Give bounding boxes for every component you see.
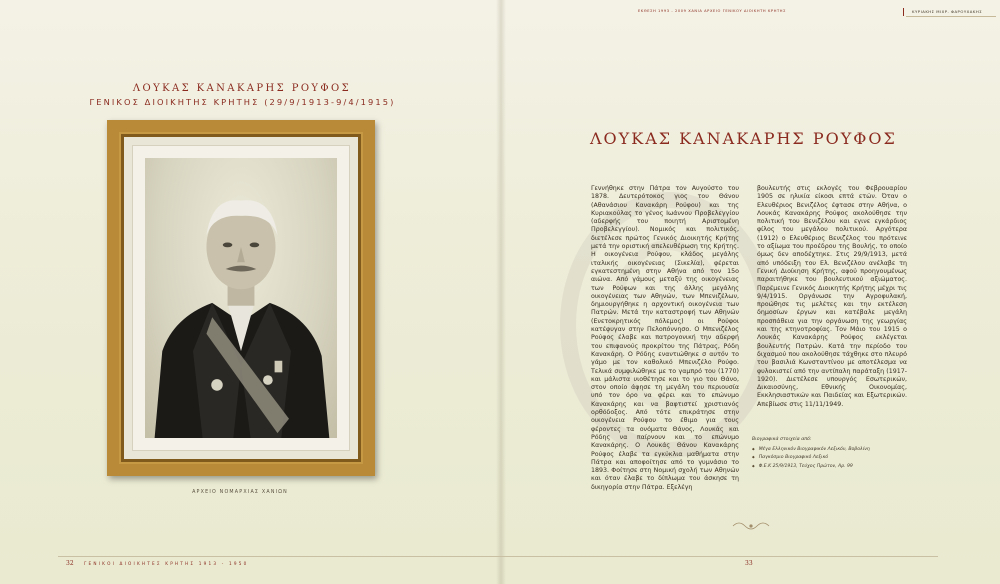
portrait-illustration [145,158,337,438]
source-item: ◆ Μέγα Ελληνικόν Βιογραφικόν Λεξικόν, Βοβολίνη [752,447,870,452]
running-header: ΕΚΘΕΣΗ 1993 - 2009 ΧΑΝΙΑ ΑΡΧΕΙΟ ΓΕΝΙΚΟΥ ΔΙΟΙΚΗΤΗ ΚΡΗΤΗΣ [638,9,786,13]
source-item: ◆ Φ.Ε.Κ 25/9/1913, Τεύχος Πρώτον, Αρ. 99 [752,464,870,469]
page-gutter [496,0,506,584]
sources-heading: Βιογραφικά στοιχεία από: [752,437,812,442]
frame-inner-border [121,134,361,462]
biography-column-1: Γεννήθηκε στην Πάτρα τον Αυγούστο του 1878. Δευτερότοκος γιος του Θάνου (Αθανάσιου Κανακάρη Ρούφου) και της Κυριακούλας το γένος Ιωάννου Προβελεγγίου (αδερφής του ποιητή Αριστομένη Προβελεγγίου). Νομικός και πολιτικός, διετέλεσε πρώτος Γενικός Διοικητής Κρήτης μετά την οριστική απελευθέρωση της Κρήτης. Η οικογένεια Ρούφου, κλάδος μεγάλης ιταλικής οικογένειας (Σικελία), φέρεται εγκατεστημένη στην Αθήνα από τον 15ο αιώνα. Από γάμους μεταξύ της οικογένειας των Ρούφων και της άλλης μεγάλης οικογένειας των Αθηνών, των Μπενιζέλων, δημιουργήθηκε η αρχοντική οικογένεια των Πατρών. Μετά την καταστροφή των Αθηνών (Ενετοκρητικός πόλεμος) οι Ρούφοι κατέφυγαν στην Πελοπόννησο. Ο Μπενιζέλος Ρούφος έλαβε και πατρογονική την αδερφή του επιφανούς προκρίτου της Πάτρας, Ρόδη Κανακάρη. Ο Ρόδης εναντιώθηκε σ αυτόν το γάμο με τον καθολικό Μπενιζέλο Ρούφο. Τελικά συμφιλώθηκε με το γαμπρό του (1770) και μάλιστα υιοθέτησε και το γιο του Θάνο, στον οποίο άφησε τη μεγάλη του περιουσία υπό τον όρο να φέρει και το επώνυμο Κανακάρης και να βαφτιστεί χριστιανός ορθόδοξος. Από τότε επικράτησε στην οικογένεια Ρούφου το έθιμο για τους φέροντες τα ονόματα Θάνος, Λουκάς και Ρόδης να παίρνουν και το επώνυμο Κανακάρης. Ο Λουκάς Θάνου Κανακάρης Ρούφος έλαβε τα εγκύκλια μαθήματα στην Πάτρα και αποφοίτησε από το γυμνάσιο το 1893. Φοίτησε στη Νομική σχολή των Αθηνών και όταν έλαβε το δίπλωμα του άσκησε τη δικηγορία στην Πάτρα. Εξελέγη [591,185,739,491]
header-author: ΚΥΡΙΑΚΗΣ ΜΙΧΡ. ΦΑΡΟΥΧΑΚΗΣ [912,9,983,14]
left-page-subtitle: ΓΕΝΙΚΟΣ ΔΙΟΙΚΗΤΗΣ ΚΡΗΤΗΣ (29/9/1913-9/4/1915) [89,97,396,107]
header-rule [906,16,996,17]
portrait-frame [107,120,375,476]
source-item: ◆ Παγκόσμιο Βιογραφικό Λεξικό [752,455,870,460]
portrait-caption: ΑΡΧΕΙΟ ΝΟΜΑΡΧΙΑΣ ΧΑΝΙΩΝ [192,490,288,495]
ornament-icon [731,520,771,532]
biography-column-2: βουλευτής στις εκλογές του Φεβρουαρίου 1905 σε ηλικία είκοσι επτά ετών. Όταν ο Ελευθέριος Βενιζέλος έφτασε στην Αθήνα, ο Λουκάς Κανακάρης Ρούφος ακολούθησε την πολιτική του Βενιζέλου και εγινε εγκάρδιος φίλος του μεγάλου πολιτικού. Αργότερα (1912) ο Ελευθέριος Βενιζέλος του πρότεινε το αξίωμα του προέδρου της Βουλής, το οποίο όμως δεν αποδέχτηκε. Στις 29/9/1913, μετά από υπόδειξη του Ελ. Βενιζέλου ανέλαβε τη Γενική Διοίκηση Κρήτης, αφού προηγουμένως παραιτήθηκε του βουλευτικού αξιώματος. Παρέμεινε Γενικός Διοικητής Κρήτης μέχρι τις 9/4/1915. Οργάνωσε την Αγροφυλακή, προώθησε τις μελέτες και την εκτέλεση δημοσίων έργων και κατέβαλε μεγάλη προσπάθεια για την οργάνωση της γεωργίας και της κτηνοτροφίας. Τον Μάιο του 1915 ο Λουκάς Κανακάρης Ρούφος εκλέγεται βουλευτής Πατρών. Κατά την περίοδο του διχασμού που ακολούθησε τάχθηκε στο πλευρό του βασιλιά Κωνσταντίνου με αποτέλεσμα να φυλακιστεί από την αντίπαλη παράταξη (1917-1920). Διετέλεσε υπουργός Εσωτερικών, Δικαιοσύνης, Εθνικής Οικονομίας, Εκκλησιαστικών και Παιδείας και Εξωτερικών. Απεβίωσε στις 11/11/1949. [757,185,907,408]
right-page-title: ΛΟΥΚΑΣ ΚΑΝΑΚΑΡΗΣ ΡΟΥΦΟΣ [590,129,897,148]
sources-list [752,447,870,469]
portrait-mat [132,145,350,451]
portrait-photo [145,158,337,438]
left-page-number: 32 [66,560,74,567]
footer-rule [58,556,938,557]
header-divider [903,8,904,16]
sources-block [752,437,870,472]
right-page-number: 33 [745,560,753,567]
left-page-title: ΛΟΥΚΑΣ ΚΑΝΑΚΑΡΗΣ ΡΟΥΦΟΣ [132,83,352,94]
left-footer-text: ΓΕΝΙΚΟΙ ΔΙΟΙΚΗΤΕΣ ΚΡΗΤΗΣ 1913 - 1950 [84,561,249,566]
